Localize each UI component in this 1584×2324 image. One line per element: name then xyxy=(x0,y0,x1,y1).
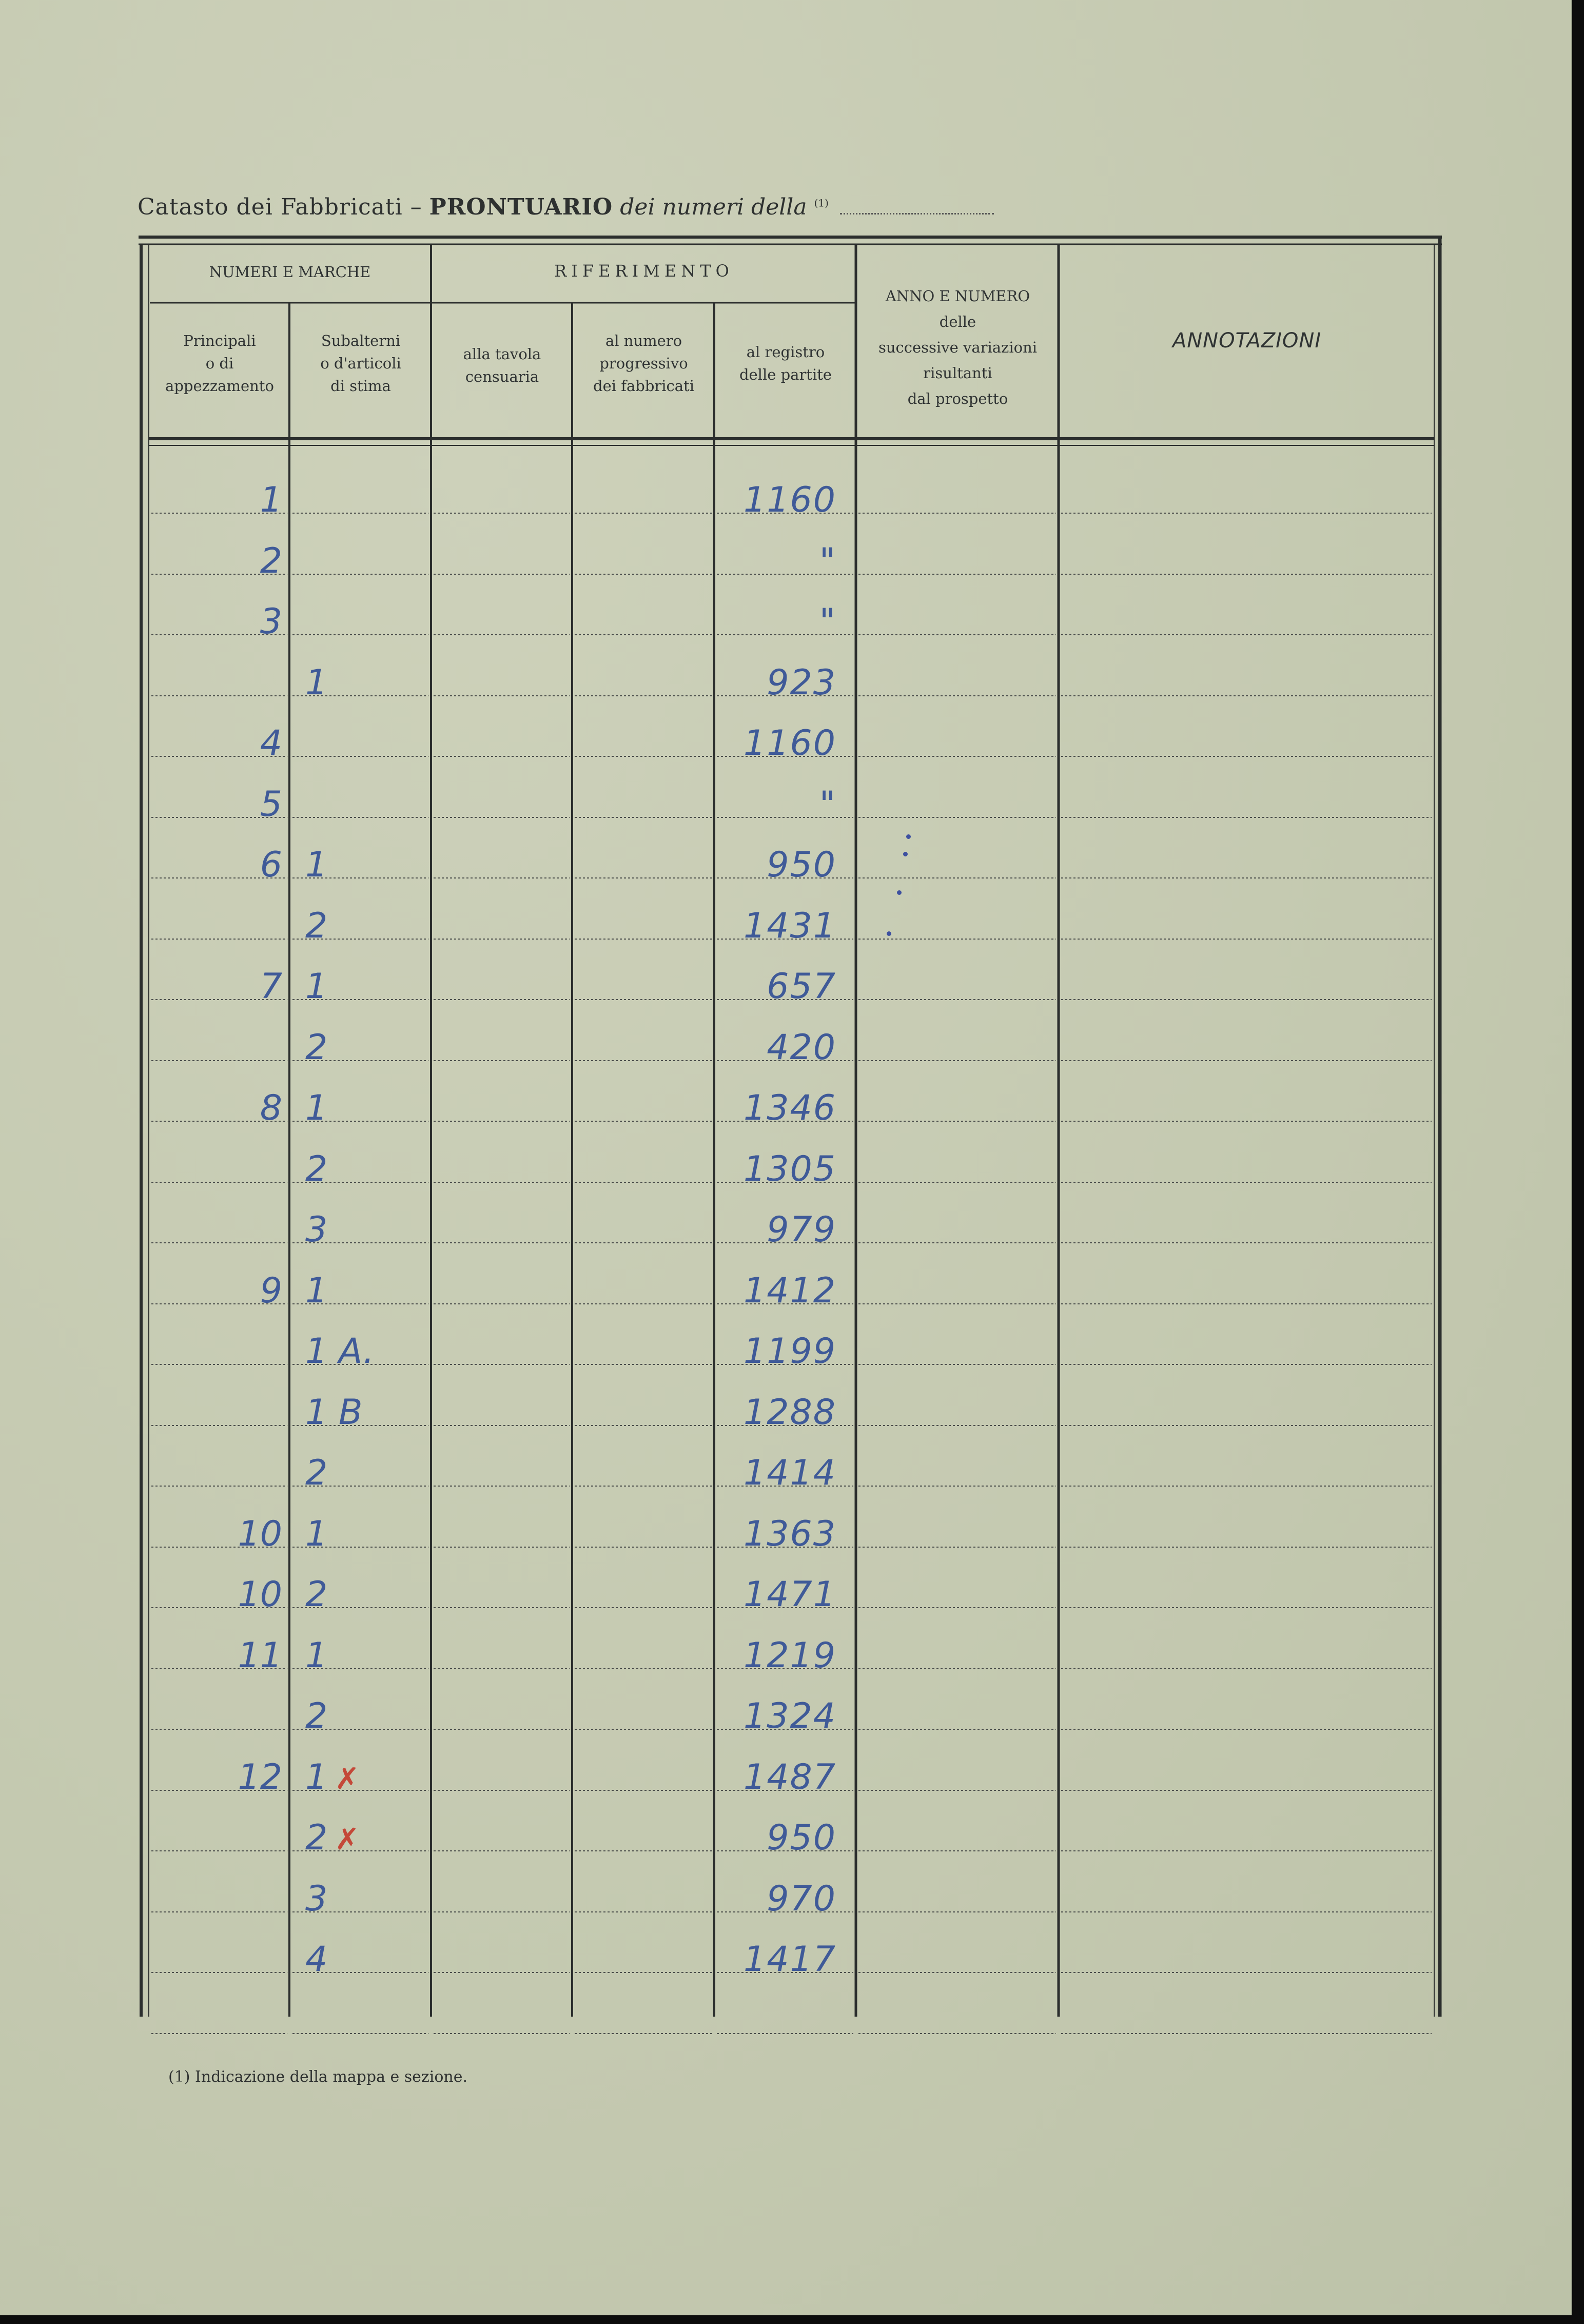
row-subalterno xyxy=(305,718,428,769)
header-tavola-line2: censuaria xyxy=(465,368,539,385)
row-registro xyxy=(718,475,836,526)
row-principale xyxy=(149,657,282,709)
row-subalterno-value: 1 B xyxy=(305,1392,363,1433)
row-principale xyxy=(149,1569,282,1620)
title-part2: PRONTUARIO xyxy=(429,194,613,220)
row-registro xyxy=(718,779,836,830)
row-subalterno xyxy=(305,1812,428,1864)
title-part3: dei numeri della xyxy=(620,194,807,220)
header-subalterni-line1: Subalterni xyxy=(321,332,401,349)
row-principale-value: 12 xyxy=(238,1757,282,1798)
row-subalterno xyxy=(305,901,428,952)
row-principale xyxy=(149,779,282,830)
row-subalterno-value: 4 xyxy=(305,1939,328,1980)
title-part1: Catasto dei Fabbricati – xyxy=(138,194,422,220)
row-registro xyxy=(718,901,836,952)
row-subalterno-value: 3 xyxy=(305,1209,328,1250)
row-subalterno xyxy=(305,1326,428,1377)
row-registro xyxy=(718,596,836,648)
row-subalterno xyxy=(305,1752,428,1803)
footnote: (1) Indicazione della mappa e sezione. xyxy=(168,2068,468,2086)
row-registro-value: 1160 xyxy=(743,723,836,764)
header-anno-line1: ANNO E NUMERO xyxy=(885,287,1030,305)
row-subalterno xyxy=(305,1630,428,1682)
check-mark-icon: ✗ xyxy=(335,1822,360,1857)
header-progressivo-line3: dei fabbricati xyxy=(593,377,694,395)
header-registro-line1: al registro xyxy=(746,343,825,361)
row-registro-value: 950 xyxy=(767,1818,836,1858)
row-registro xyxy=(718,1022,836,1073)
check-mark-icon: ✗ xyxy=(335,1761,360,1796)
header-principali-line1: Principali xyxy=(183,332,256,349)
row-principale-value: 10 xyxy=(238,1574,282,1615)
row-registro xyxy=(718,1691,836,1742)
row-registro-value: 420 xyxy=(767,1027,836,1068)
row-principale-value: 5 xyxy=(260,784,282,825)
row-subalterno-value: 1 xyxy=(305,845,328,885)
row-registro-value: 1363 xyxy=(743,1514,836,1554)
row-registro-value: 1324 xyxy=(743,1696,836,1736)
row-principale xyxy=(149,1752,282,1803)
row-registro-value: 1160 xyxy=(743,480,836,520)
row-registro-value: 1487 xyxy=(743,1757,836,1798)
row-subalterno-value: 1 xyxy=(305,1271,328,1311)
row-principale xyxy=(149,1204,282,1256)
row-subalterno xyxy=(305,1448,428,1499)
row-registro xyxy=(718,1265,836,1317)
row-registro xyxy=(718,1204,836,1256)
ink-dot xyxy=(906,834,911,839)
header-progressivo-line2: progressivo xyxy=(599,355,688,372)
row-registro xyxy=(718,1630,836,1682)
row-subalterno xyxy=(305,1022,428,1073)
header-tavola xyxy=(432,343,572,388)
row-principale xyxy=(149,1509,282,1560)
row-registro-value: 1471 xyxy=(743,1574,836,1615)
row-principale xyxy=(149,1630,282,1682)
header-progressivo xyxy=(573,329,714,397)
ink-dot xyxy=(897,890,902,895)
header-principali xyxy=(150,329,289,397)
row-registro xyxy=(718,1326,836,1377)
row-principale-value: 9 xyxy=(260,1271,282,1311)
row-subalterno-value: 1 xyxy=(305,662,328,703)
row-principale-value: 4 xyxy=(260,723,282,764)
row-principale xyxy=(149,839,282,891)
row-registro-value: " xyxy=(819,541,836,581)
row-subalterno xyxy=(305,596,428,648)
header-numeri-e-marche: NUMERI E MARCHE xyxy=(209,263,371,281)
header-riferimento: RIFERIMENTO xyxy=(554,261,734,281)
row-registro xyxy=(718,839,836,891)
row-principale-value: 6 xyxy=(260,845,282,885)
row-registro-value: 1219 xyxy=(743,1635,836,1676)
row-principale xyxy=(149,1326,282,1377)
row-registro-value: 1288 xyxy=(743,1392,836,1433)
row-registro-value: 1412 xyxy=(743,1271,836,1311)
row-subalterno-value: 2 xyxy=(305,1696,328,1736)
header-anno-line4: risultanti xyxy=(923,364,992,382)
row-registro xyxy=(718,1387,836,1438)
row-subalterno-value: 1 xyxy=(305,1757,328,1798)
row-registro-value: 1417 xyxy=(743,1939,836,1980)
row-registro xyxy=(718,1812,836,1864)
row-registro xyxy=(718,1752,836,1803)
row-subalterno-value: 2 xyxy=(305,1453,328,1493)
row-subalterno xyxy=(305,1934,428,1985)
row-subalterno xyxy=(305,961,428,1012)
row-principale xyxy=(149,536,282,587)
row-principale xyxy=(149,1083,282,1134)
title-footnote-ref: (1) xyxy=(814,197,829,209)
row-registro-value: 1199 xyxy=(743,1331,836,1372)
row-principale xyxy=(149,1812,282,1864)
row-registro-value: 657 xyxy=(767,966,836,1007)
row-subalterno-value: 2 xyxy=(305,1574,328,1615)
row-registro xyxy=(718,961,836,1012)
row-subalterno xyxy=(305,536,428,587)
row-principale-value: 1 xyxy=(260,480,282,520)
row-principale xyxy=(149,1934,282,1985)
header-principali-line2: o di xyxy=(205,355,234,372)
row-registro xyxy=(718,1873,836,1925)
row-principale xyxy=(149,901,282,952)
row-registro-value: 1305 xyxy=(743,1149,836,1189)
row-subalterno xyxy=(305,1691,428,1742)
row-principale xyxy=(149,596,282,648)
row-principale-value: 11 xyxy=(238,1635,282,1676)
row-subalterno-value: 3 xyxy=(305,1879,328,1919)
row-registro xyxy=(718,1144,836,1195)
row-registro xyxy=(718,1509,836,1560)
header-registro-line2: delle partite xyxy=(739,366,832,383)
header-anno-numero xyxy=(857,283,1059,412)
row-registro xyxy=(718,1448,836,1499)
row-principale xyxy=(149,1387,282,1438)
row-registro xyxy=(718,536,836,587)
row-registro xyxy=(718,718,836,769)
row-subalterno xyxy=(305,779,428,830)
ink-dot xyxy=(903,852,908,856)
row-registro-value: 1346 xyxy=(743,1088,836,1128)
row-subalterno xyxy=(305,1265,428,1317)
row-principale-value: 3 xyxy=(260,601,282,642)
row-registro-value: 970 xyxy=(767,1879,836,1919)
row-registro xyxy=(718,1569,836,1620)
row-subalterno-value: 2 xyxy=(305,906,328,946)
row-principale xyxy=(149,718,282,769)
row-subalterno xyxy=(305,1569,428,1620)
row-subalterno xyxy=(305,1083,428,1134)
row-subalterno xyxy=(305,1144,428,1195)
row-principale xyxy=(149,1448,282,1499)
header-anno-line5: dal prospetto xyxy=(907,390,1008,407)
header-progressivo-line1: al numero xyxy=(605,332,682,349)
ink-dot xyxy=(887,931,891,936)
header-anno-line2: delle xyxy=(939,313,976,330)
row-registro xyxy=(718,1083,836,1134)
row-subalterno xyxy=(305,839,428,891)
row-principale xyxy=(149,961,282,1012)
row-registro-value: 950 xyxy=(767,845,836,885)
row-subalterno-value: 1 xyxy=(305,966,328,1007)
row-registro-value: 1414 xyxy=(743,1453,836,1493)
row-principale-value: 2 xyxy=(260,541,282,581)
row-subalterno xyxy=(305,1509,428,1560)
row-registro xyxy=(718,657,836,709)
row-subalterno xyxy=(305,1204,428,1256)
row-subalterno xyxy=(305,1873,428,1925)
row-registro-value: " xyxy=(819,784,836,825)
header-subalterni-line2: o d'articoli xyxy=(320,355,401,372)
row-principale xyxy=(149,1691,282,1742)
row-subalterno-value: 2 xyxy=(305,1818,328,1858)
row-principale xyxy=(149,1873,282,1925)
row-principale xyxy=(149,1144,282,1195)
row-subalterno-value: 1 xyxy=(305,1088,328,1128)
header-tavola-line1: alla tavola xyxy=(463,345,541,363)
header-subalterni-line3: di stima xyxy=(330,377,391,395)
row-principale xyxy=(149,1265,282,1317)
row-subalterno-value: 1 A. xyxy=(305,1331,375,1372)
row-subalterno-value: 2 xyxy=(305,1027,328,1068)
row-principale xyxy=(149,1022,282,1073)
header-registro xyxy=(715,341,856,386)
header-annotazioni: ANNOTAZIONI xyxy=(1172,329,1322,353)
row-subalterno xyxy=(305,475,428,526)
header-principali-line3: appezzamento xyxy=(165,377,274,395)
row-subalterno-value: 1 xyxy=(305,1635,328,1676)
header-subalterni xyxy=(290,329,431,397)
row-principale-value: 7 xyxy=(260,966,282,1007)
row-principale-value: 8 xyxy=(260,1088,282,1128)
row-subalterno xyxy=(305,1387,428,1438)
row-subalterno-value: 2 xyxy=(305,1149,328,1189)
row-subalterno xyxy=(305,657,428,709)
row-subalterno-value: 1 xyxy=(305,1514,328,1554)
row-principale xyxy=(149,475,282,526)
row-registro-value: 979 xyxy=(767,1209,836,1250)
row-registro-value: 1431 xyxy=(743,906,836,946)
row-registro-value: 923 xyxy=(767,662,836,703)
header-anno-line3: successive variazioni xyxy=(878,339,1038,356)
row-principale-value: 10 xyxy=(238,1514,282,1554)
row-registro xyxy=(718,1934,836,1985)
row-registro-value: " xyxy=(819,601,836,642)
